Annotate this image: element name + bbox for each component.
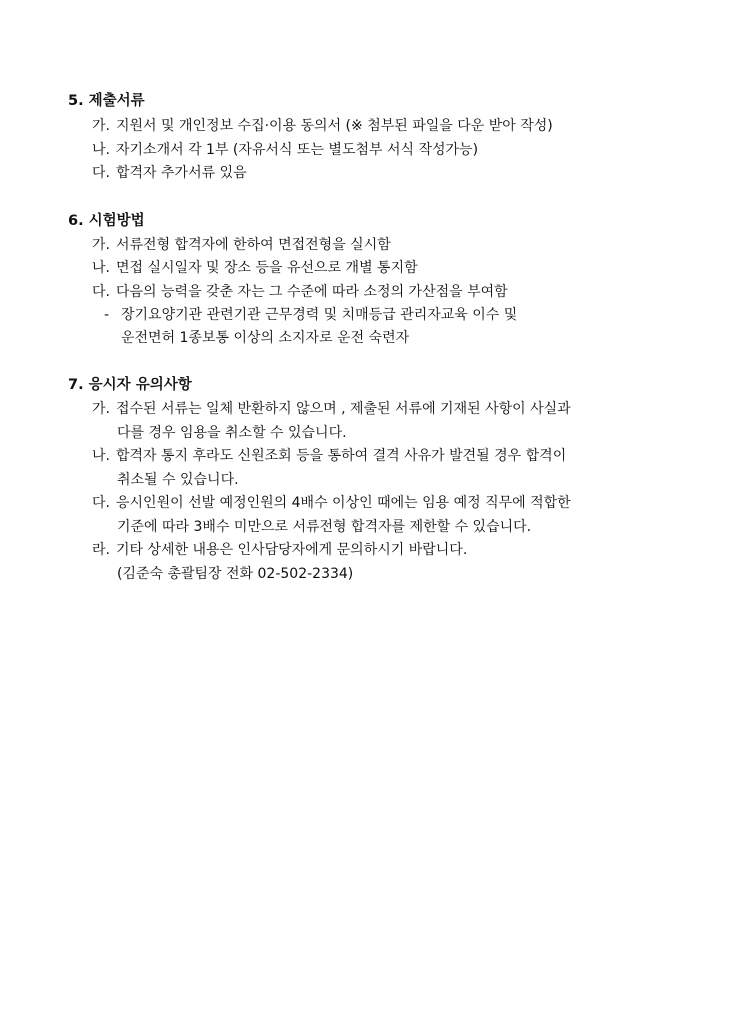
list-item-continuation: 취소될 수 있습니다. [117,472,239,488]
section-heading-7: 7. 응시자 유의사항 [68,377,192,393]
item-text: 접수된 서류는 일체 반환하지 않으며 , 제출된 서류에 기재된 사항이 사실과 [116,401,571,417]
list-item-continuation: 다를 경우 임용을 취소할 수 있습니다. [117,425,347,441]
list-item [92,541,467,559]
list-item [92,164,247,182]
item-text: 응시인원이 선발 예정인원의 4배수 이상인 때에는 임용 예정 직무에 적합한 [116,495,571,511]
list-item-continuation: 기준에 따라 3배수 미만으로 서류전형 합격자를 제한할 수 있습니다. [117,519,532,535]
item-marker: - [104,307,110,323]
item-marker: 다. [92,284,110,300]
list-item [92,117,553,135]
list-item [92,259,418,277]
item-text: 면접 실시일자 및 장소 등을 유선으로 개별 통지함 [116,260,418,276]
item-marker: 나. [92,142,110,158]
item-text: 다음의 능력을 갖춘 자는 그 수준에 따라 소정의 가산점을 부여함 [116,284,508,300]
item-text: 합격자 추가서류 있음 [116,165,247,181]
list-item [92,141,478,159]
section-heading-5: 5. 제출서류 [68,93,145,109]
item-marker: 라. [92,542,110,558]
item-marker: 가. [92,237,110,253]
list-item [92,283,508,301]
item-marker: 나. [92,448,110,464]
list-item [92,400,571,418]
item-marker: 나. [92,260,110,276]
item-text: 서류전형 합격자에 한하여 면접전형을 실시함 [116,237,391,253]
section-heading-6: 6. 시험방법 [68,213,145,229]
list-item [92,236,391,254]
sub-list-item-continuation: 운전면허 1종보통 이상의 소지자로 운전 숙련자 [121,330,410,346]
item-text: 장기요양기관 관련기관 근무경력 및 치매등급 관리자교육 이수 및 [121,307,518,323]
item-text: 기타 상세한 내용은 인사담당자에게 문의하시기 바랍니다. [116,542,468,558]
item-marker: 다. [92,165,110,181]
item-marker: 가. [92,118,110,134]
item-text: 지원서 및 개인정보 수집·이용 동의서 (※ 첨부된 파일을 다운 받아 작성) [116,118,553,134]
list-item-continuation: (김준숙 총괄팀장 전화 02-502-2334) [117,566,354,582]
list-item [92,494,571,512]
item-marker: 가. [92,401,110,417]
list-item [92,447,566,465]
sub-list-item [104,306,517,324]
item-text: 자기소개서 각 1부 (자유서식 또는 별도첨부 서식 작성가능) [116,142,479,158]
item-text: 합격자 통지 후라도 신원조회 등을 통하여 결격 사유가 발견될 경우 합격이 [116,448,567,464]
item-marker: 다. [92,495,110,511]
